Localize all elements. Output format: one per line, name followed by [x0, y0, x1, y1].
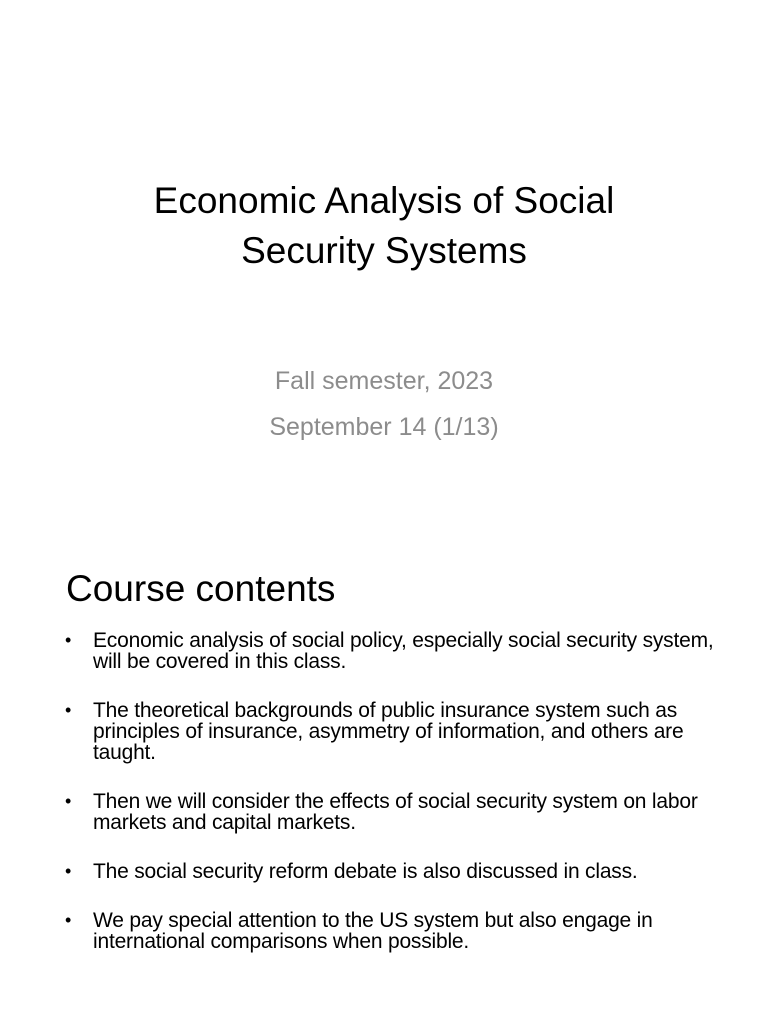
- date-text: September 14 (1/13): [269, 413, 499, 441]
- list-item: [62, 791, 732, 833]
- list-item: [62, 861, 732, 882]
- list-item-text: The theoretical backgrounds of public insurance system such as principles of insurance, asymmetry of information, and others are taught.: [93, 699, 684, 764]
- list-item-text: The social security reform debate is also discussed in class.: [93, 860, 638, 883]
- bullet-icon: •: [65, 700, 72, 720]
- bullet-icon: •: [65, 630, 72, 650]
- slide-title-line-2: Security Systems: [241, 230, 527, 271]
- course-contents-heading: Course contents: [66, 568, 336, 609]
- bullet-icon: •: [65, 791, 72, 811]
- bullet-icon: •: [65, 861, 72, 881]
- slide-title-line-1: Economic Analysis of Social: [153, 180, 615, 221]
- list-item: [62, 700, 732, 763]
- list-item-text: We pay special attention to the US system but also engage in international comparisons when possible.: [93, 909, 653, 953]
- course-contents-slide: [0, 512, 768, 1024]
- list-item: [62, 630, 732, 672]
- course-contents-list: [62, 630, 732, 980]
- slide-subtitle: [0, 358, 768, 450]
- list-item-text: Then we will consider the effects of social security system on labor markets and capital markets.: [93, 790, 698, 834]
- bullet-icon: •: [65, 910, 72, 930]
- semester-text: Fall semester, 2023: [274, 367, 494, 395]
- list-item-text: Economic analysis of social policy, especially social security system, will be covered in this class.: [93, 629, 714, 673]
- slide-title: [0, 176, 768, 276]
- list-item: [62, 910, 732, 952]
